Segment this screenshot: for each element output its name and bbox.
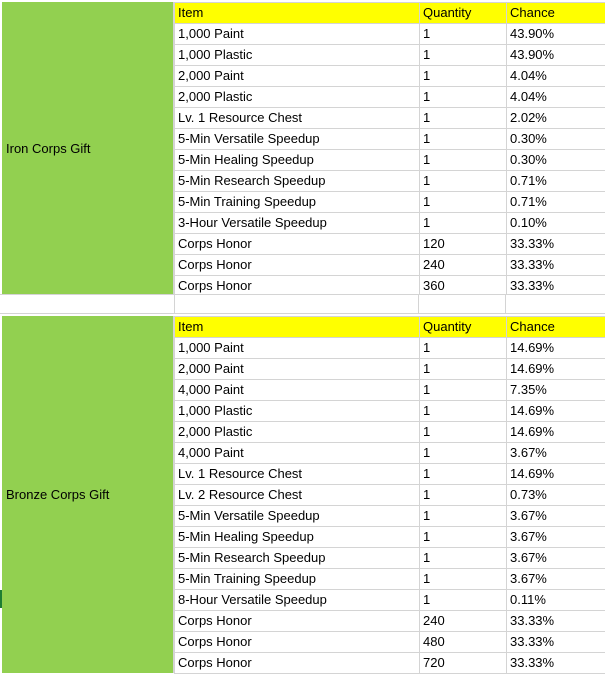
item-cell[interactable]: 1,000 Paint bbox=[175, 24, 420, 45]
table-row bbox=[175, 129, 605, 150]
quantity-cell[interactable]: 1 bbox=[420, 359, 507, 380]
item-cell[interactable]: 2,000 Paint bbox=[175, 359, 420, 380]
item-cell[interactable]: 5-Min Training Speedup bbox=[175, 569, 420, 590]
quantity-cell[interactable]: 1 bbox=[420, 66, 507, 87]
table-row bbox=[175, 24, 605, 45]
chance-cell[interactable]: 33.33% bbox=[507, 234, 605, 255]
chance-cell[interactable]: 0.73% bbox=[507, 485, 605, 506]
chance-cell[interactable]: 3.67% bbox=[507, 443, 605, 464]
empty-cell[interactable] bbox=[419, 295, 506, 313]
iron-corps-gift-block bbox=[0, 2, 605, 294]
chance-cell[interactable]: 7.35% bbox=[507, 380, 605, 401]
item-cell[interactable]: 3-Hour Versatile Speedup bbox=[175, 213, 420, 234]
chance-cell[interactable]: 3.67% bbox=[507, 527, 605, 548]
group-label-cell[interactable] bbox=[2, 2, 174, 294]
quantity-cell[interactable]: 480 bbox=[420, 632, 507, 653]
quantity-cell[interactable]: 1 bbox=[420, 87, 507, 108]
table-row bbox=[175, 338, 605, 359]
chance-cell[interactable]: 0.11% bbox=[507, 590, 605, 611]
item-cell[interactable]: Lv. 1 Resource Chest bbox=[175, 464, 420, 485]
chance-cell[interactable]: 4.04% bbox=[507, 87, 605, 108]
chance-cell[interactable]: 0.10% bbox=[507, 213, 605, 234]
quantity-cell[interactable]: 120 bbox=[420, 234, 507, 255]
quantity-cell[interactable]: 1 bbox=[420, 464, 507, 485]
chance-cell[interactable]: 3.67% bbox=[507, 548, 605, 569]
item-cell[interactable]: 5-Min Versatile Speedup bbox=[175, 506, 420, 527]
quantity-cell[interactable]: 1 bbox=[420, 129, 507, 150]
quantity-cell[interactable]: 1 bbox=[420, 548, 507, 569]
chance-cell[interactable]: 14.69% bbox=[507, 464, 605, 485]
table-row bbox=[175, 150, 605, 171]
table-row bbox=[175, 255, 605, 276]
quantity-cell[interactable]: 1 bbox=[420, 380, 507, 401]
table-row bbox=[175, 108, 605, 129]
chance-cell[interactable]: 0.30% bbox=[507, 129, 605, 150]
chance-cell[interactable]: 33.33% bbox=[507, 632, 605, 653]
quantity-cell[interactable]: 240 bbox=[420, 611, 507, 632]
table-row bbox=[175, 506, 605, 527]
header-chance-cell[interactable]: Chance bbox=[507, 3, 605, 24]
table-row bbox=[175, 548, 605, 569]
quantity-cell[interactable]: 1 bbox=[420, 213, 507, 234]
chance-cell[interactable]: 33.33% bbox=[507, 276, 605, 297]
item-cell[interactable]: 2,000 Paint bbox=[175, 66, 420, 87]
quantity-cell[interactable]: 1 bbox=[420, 338, 507, 359]
table-row bbox=[175, 569, 605, 590]
quantity-cell[interactable]: 360 bbox=[420, 276, 507, 297]
chance-cell[interactable]: 33.33% bbox=[507, 611, 605, 632]
table-row bbox=[175, 632, 605, 653]
group-label-cell[interactable] bbox=[2, 316, 174, 673]
item-cell[interactable]: 2,000 Plastic bbox=[175, 422, 420, 443]
chance-cell[interactable]: 3.67% bbox=[507, 506, 605, 527]
quantity-cell[interactable]: 240 bbox=[420, 255, 507, 276]
table-row bbox=[175, 653, 605, 674]
table-row bbox=[175, 87, 605, 108]
item-cell[interactable]: Lv. 2 Resource Chest bbox=[175, 485, 420, 506]
item-cell[interactable]: 2,000 Plastic bbox=[175, 87, 420, 108]
iron-corps-gift-table bbox=[174, 2, 605, 297]
table-row bbox=[175, 422, 605, 443]
table-row bbox=[175, 485, 605, 506]
chance-cell[interactable]: 14.69% bbox=[507, 422, 605, 443]
group-label: Bronze Corps Gift bbox=[6, 487, 109, 502]
header-row bbox=[175, 3, 605, 24]
quantity-cell[interactable]: 1 bbox=[420, 45, 507, 66]
header-quantity-cell[interactable]: Quantity bbox=[420, 317, 507, 338]
chance-cell[interactable]: 0.71% bbox=[507, 192, 605, 213]
table-row bbox=[175, 443, 605, 464]
quantity-cell[interactable]: 1 bbox=[420, 108, 507, 129]
quantity-cell[interactable]: 1 bbox=[420, 527, 507, 548]
table-row bbox=[175, 234, 605, 255]
item-cell[interactable]: Corps Honor bbox=[175, 234, 420, 255]
chance-cell[interactable]: 14.69% bbox=[507, 401, 605, 422]
quantity-cell[interactable]: 1 bbox=[420, 401, 507, 422]
group-label: Iron Corps Gift bbox=[6, 141, 91, 156]
item-cell[interactable]: Corps Honor bbox=[175, 611, 420, 632]
table-row bbox=[175, 611, 605, 632]
header-chance-cell[interactable]: Chance bbox=[507, 317, 605, 338]
table-row bbox=[175, 380, 605, 401]
chance-cell[interactable]: 33.33% bbox=[507, 255, 605, 276]
quantity-cell[interactable]: 1 bbox=[420, 443, 507, 464]
chance-cell[interactable]: 43.90% bbox=[507, 45, 605, 66]
bronze-corps-gift-table bbox=[174, 316, 605, 674]
table-row bbox=[175, 359, 605, 380]
table-row bbox=[175, 213, 605, 234]
item-cell[interactable]: Corps Honor bbox=[175, 653, 420, 674]
quantity-cell[interactable]: 720 bbox=[420, 653, 507, 674]
item-cell[interactable]: 5-Min Research Speedup bbox=[175, 548, 420, 569]
table-row bbox=[175, 66, 605, 87]
item-cell[interactable]: 5-Min Healing Speedup bbox=[175, 150, 420, 171]
table-row bbox=[175, 45, 605, 66]
header-item-cell[interactable]: Item bbox=[175, 317, 420, 338]
table-row bbox=[175, 464, 605, 485]
table-row bbox=[175, 192, 605, 213]
item-cell[interactable]: 5-Min Training Speedup bbox=[175, 192, 420, 213]
quantity-cell[interactable]: 1 bbox=[420, 192, 507, 213]
chance-cell[interactable]: 4.04% bbox=[507, 66, 605, 87]
quantity-cell[interactable]: 1 bbox=[420, 506, 507, 527]
table-row bbox=[175, 590, 605, 611]
empty-cell[interactable] bbox=[174, 295, 419, 313]
item-cell[interactable]: 5-Min Healing Speedup bbox=[175, 527, 420, 548]
item-cell[interactable]: 1,000 Plastic bbox=[175, 401, 420, 422]
empty-row bbox=[0, 294, 605, 314]
row-selection-marker bbox=[0, 590, 2, 608]
quantity-cell[interactable]: 1 bbox=[420, 150, 507, 171]
item-cell[interactable]: 4,000 Paint bbox=[175, 380, 420, 401]
quantity-cell[interactable]: 1 bbox=[420, 422, 507, 443]
table-row bbox=[175, 527, 605, 548]
item-cell[interactable]: 5-Min Research Speedup bbox=[175, 171, 420, 192]
chance-cell[interactable]: 14.69% bbox=[507, 338, 605, 359]
chance-cell[interactable]: 3.67% bbox=[507, 569, 605, 590]
item-cell[interactable]: Lv. 1 Resource Chest bbox=[175, 108, 420, 129]
quantity-cell[interactable]: 1 bbox=[420, 485, 507, 506]
item-cell[interactable]: 8-Hour Versatile Speedup bbox=[175, 590, 420, 611]
header-row bbox=[175, 317, 605, 338]
chance-cell[interactable]: 0.71% bbox=[507, 171, 605, 192]
chance-cell[interactable]: 14.69% bbox=[507, 359, 605, 380]
item-cell[interactable]: 5-Min Versatile Speedup bbox=[175, 129, 420, 150]
chance-cell[interactable]: 33.33% bbox=[507, 653, 605, 674]
item-cell[interactable]: Corps Honor bbox=[175, 276, 420, 297]
header-item-cell[interactable]: Item bbox=[175, 3, 420, 24]
chance-cell[interactable]: 0.30% bbox=[507, 150, 605, 171]
item-cell[interactable]: Corps Honor bbox=[175, 255, 420, 276]
item-cell[interactable]: 1,000 Plastic bbox=[175, 45, 420, 66]
item-cell[interactable]: 4,000 Paint bbox=[175, 443, 420, 464]
chance-cell[interactable]: 2.02% bbox=[507, 108, 605, 129]
item-cell[interactable]: Corps Honor bbox=[175, 632, 420, 653]
quantity-cell[interactable]: 1 bbox=[420, 569, 507, 590]
quantity-cell[interactable]: 1 bbox=[420, 24, 507, 45]
quantity-cell[interactable]: 1 bbox=[420, 171, 507, 192]
quantity-cell[interactable]: 1 bbox=[420, 590, 507, 611]
bronze-corps-gift-block bbox=[0, 316, 605, 673]
table-row bbox=[175, 401, 605, 422]
chance-cell[interactable]: 43.90% bbox=[507, 24, 605, 45]
table-row bbox=[175, 171, 605, 192]
item-cell[interactable]: 1,000 Paint bbox=[175, 338, 420, 359]
header-quantity-cell[interactable]: Quantity bbox=[420, 3, 507, 24]
